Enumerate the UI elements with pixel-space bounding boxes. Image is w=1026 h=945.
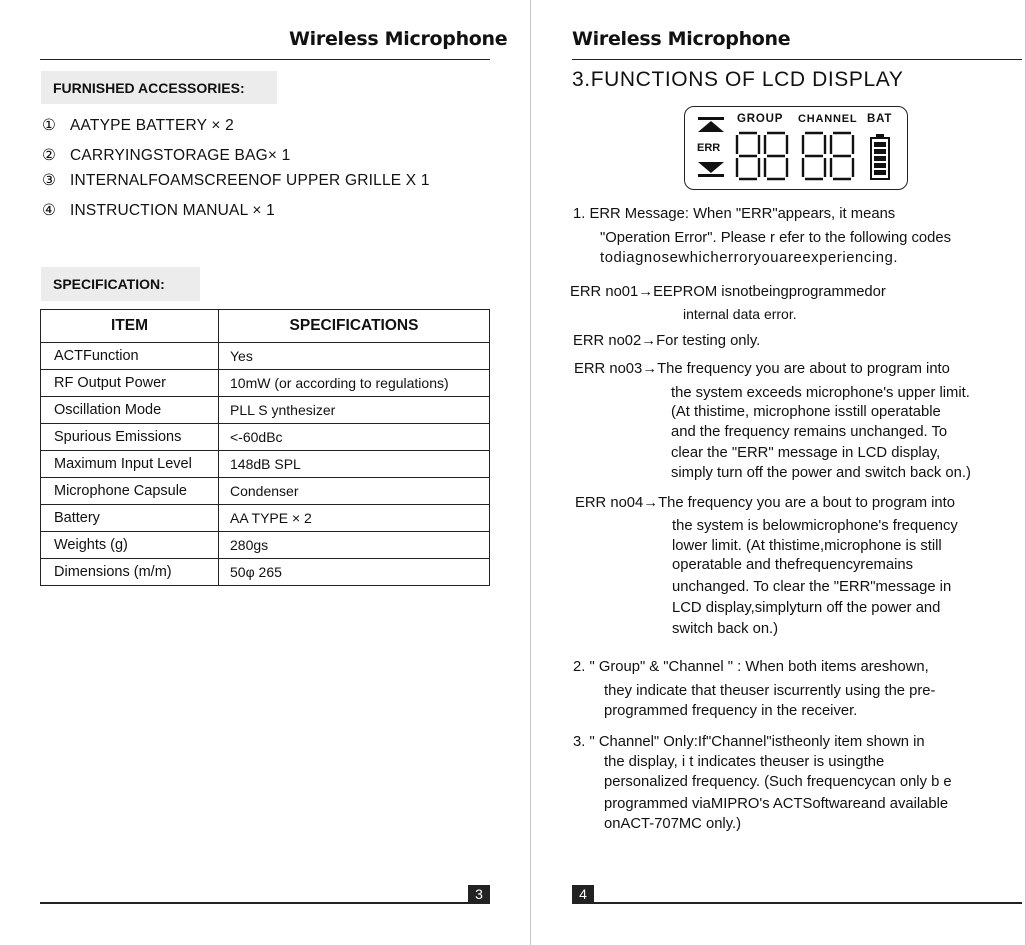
right-header-rule [572,59,1022,60]
error-detail-line: simply turn off the power and switch back on.) [671,465,971,481]
right-page [531,0,1026,945]
item3-line: onACT-707MC only.) [604,816,742,832]
item3-line: the display, i t indicates theuser is usingthe [604,754,885,770]
digit-3 [803,133,825,179]
digit-1 [737,133,759,179]
item1-line: "Operation Error". Please r efer to the following codes [600,230,952,246]
accessory-item [42,201,275,220]
lcd-label-channel: CHANNEL [798,113,858,125]
item2-line: they indicate that theuser iscurrently using the pre- [604,683,936,699]
accessory-number: ① [42,117,57,134]
spec-header-item: ITEM [41,310,219,343]
item1-line: 1. ERR Message: When "ERR"appears, it means [573,206,896,222]
table-row [41,505,490,532]
accessory-text: INSTRUCTION MANUAL × 1 [70,202,275,219]
table-row [41,397,490,424]
accessory-item [42,146,290,165]
error-detail-line: internal data error. [683,306,797,322]
left-footer-rule [40,902,490,904]
arrow-down-icon [698,162,724,173]
error-code-line: ERR no01→EEPROM isnotbeingprogrammedor [570,284,886,300]
battery-icon [871,134,889,179]
arrow-up-bar [698,117,724,120]
spec-key: Maximum Input Level [41,451,219,478]
spec-value: 148dB SPL [219,451,490,478]
segment-digits [737,133,853,179]
digit-4 [831,133,853,179]
lcd-segments [685,107,907,189]
spec-table [40,309,490,586]
accessories-heading-box [41,71,277,104]
table-row [41,343,490,370]
error-detail-line: (At thistime, microphone isstill operatable [671,404,941,420]
spec-value: PLL S ynthesizer [219,397,490,424]
error-detail-line: switch back on.) [672,621,779,637]
spec-value: Yes [219,343,490,370]
accessory-text: AATYPE BATTERY × 2 [70,117,234,134]
spec-value: 50φ 265 [219,559,490,586]
table-row [41,451,490,478]
error-detail-line: the system exceeds microphone's upper limit. [671,385,970,401]
error-detail-line: operatable and thefrequencyremains [672,557,914,573]
error-code-line: ERR no02→For testing only. [573,333,761,349]
left-header-rule [40,59,490,60]
error-detail-line: lower limit. (At thistime,microphone is still [672,538,942,554]
accessory-item [42,116,234,135]
error-code-line: ERR no03→The frequency you are about to program into [574,361,950,377]
table-row [41,370,490,397]
item3-line: 3. " Channel" Only:If"Channel"istheonly item shown in [573,734,925,750]
spec-value: 280gs [219,532,490,559]
spec-heading-box [41,267,200,301]
spec-value: Condenser [219,478,490,505]
error-detail-line: LCD display,simplyturn off the power and [672,600,941,616]
page-number-right: 4 [572,885,594,903]
accessory-number: ② [42,147,57,164]
item3-line: personalized frequency. (Such frequencycan only b e [604,774,952,790]
arrow-up-icon [698,121,724,132]
accessory-text: CARRYINGSTORAGE BAG× 1 [70,147,291,164]
lcd-display-illustration [684,106,908,190]
error-code-line: ERR no04→The frequency you are a bout to program into [575,495,956,511]
spec-value: AA TYPE × 2 [219,505,490,532]
error-detail-line: clear the "ERR" message in LCD display, [671,445,941,461]
error-detail-line: unchanged. To clear the "ERR"message in [672,579,952,595]
spec-heading: SPECIFICATION: [53,276,165,292]
table-row [41,559,490,586]
item1-line: todiagnosewhicherroryouareexperiencing. [600,250,899,266]
lcd-label-err: ERR [697,142,721,154]
spec-key: Oscillation Mode [41,397,219,424]
spec-key: ACTFunction [41,343,219,370]
item2-line: 2. " Group" & "Channel " : When both items areshown, [573,659,929,675]
digit-2 [765,133,787,179]
right-footer-rule [572,902,1022,904]
spec-key: Battery [41,505,219,532]
accessory-text: INTERNALFOAMSCREENOF UPPER GRILLE X 1 [70,172,430,189]
lcd-label-bat: BAT [867,113,893,125]
spec-key: Weights (g) [41,532,219,559]
spec-key: RF Output Power [41,370,219,397]
spec-key: Spurious Emissions [41,424,219,451]
section-title: 3.FUNCTIONS OF LCD DISPLAY [572,68,904,91]
table-row [41,424,490,451]
left-header-title: Wireless Microphone [289,28,508,50]
spec-header-specifications: SPECIFICATIONS [219,310,490,343]
accessory-item [42,171,430,190]
arrow-down-bar [698,174,724,177]
accessories-heading: FURNISHED ACCESSORIES: [53,79,245,96]
spec-key: Dimensions (m/m) [41,559,219,586]
table-row [41,532,490,559]
error-detail-line: the system is belowmicrophone's frequency [672,518,958,534]
item3-line: programmed viaMIPRO's ACTSoftwareand available [604,796,949,812]
page-number-left: 3 [468,885,490,903]
table-row [41,478,490,505]
right-header-title: Wireless Microphone [572,28,791,50]
accessory-number: ④ [42,202,57,219]
item2-line: programmed frequency in the receiver. [604,703,858,719]
accessory-number: ③ [42,172,57,189]
spec-key: Microphone Capsule [41,478,219,505]
spec-value: <-60dBc [219,424,490,451]
spec-table-header-row [41,310,490,343]
lcd-label-group: GROUP [737,113,784,125]
spec-value: 10mW (or according to regulations) [219,370,490,397]
error-detail-line: and the frequency remains unchanged. To [671,424,948,440]
